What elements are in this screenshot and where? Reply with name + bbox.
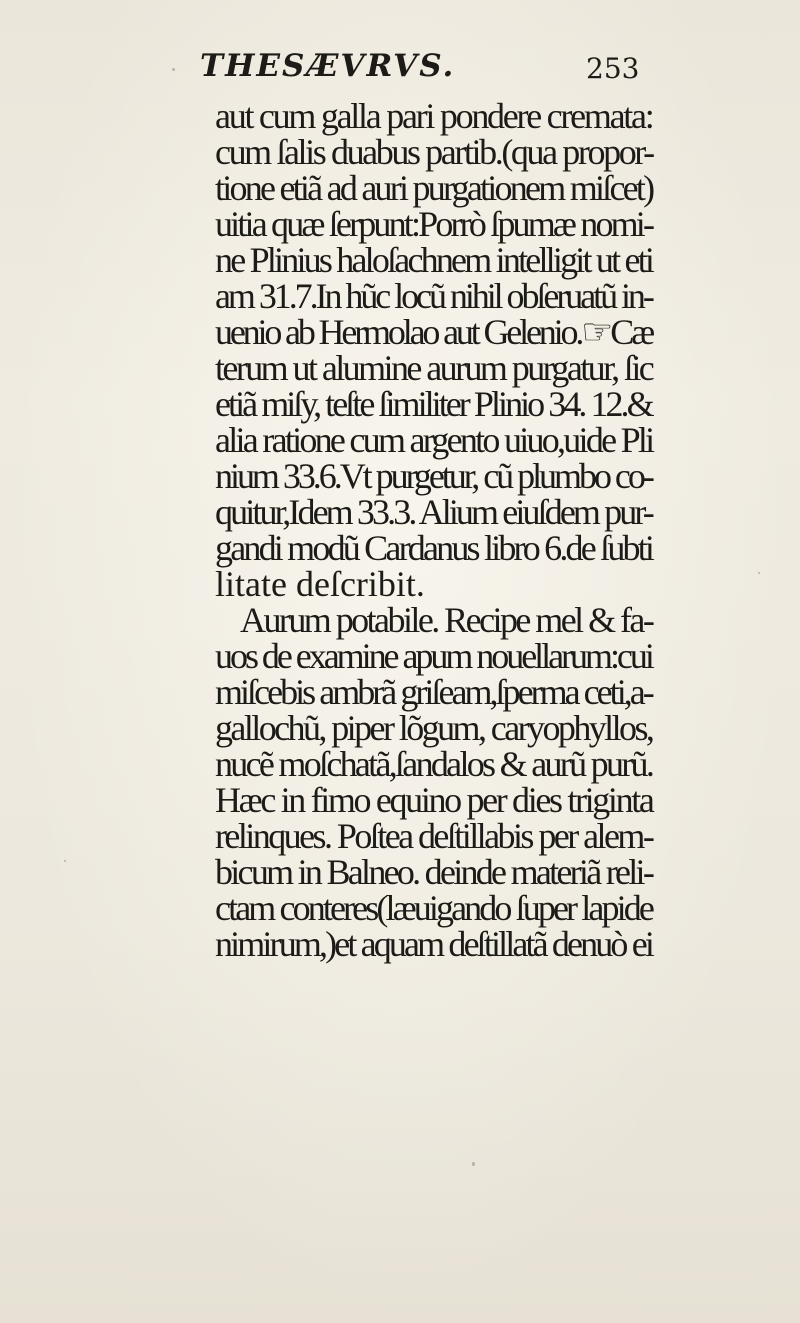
paper-speck xyxy=(64,860,66,862)
text-line: bicum in Balneo. deinde materiã reli- xyxy=(215,852,653,892)
text-line: nimirum,)et aquam deſtillatã denuò ei xyxy=(215,924,652,964)
text-line: nium 33.6.Vt purgetur, cũ plumbo co- xyxy=(215,456,652,496)
paper-speck xyxy=(472,1162,475,1166)
body-text xyxy=(215,98,655,962)
text-line: alia ratione cum argento uiuo,uide Pli xyxy=(215,420,653,460)
text-line: gallochũ, piper lõgum, caryophyllos, xyxy=(215,708,653,748)
text-line: relinques. Poſtea deſtillabis per alem- xyxy=(215,816,653,856)
text-line: uitia quæ ſerpunt:Porrò ſpumæ nomi- xyxy=(215,204,653,244)
page-header xyxy=(200,48,640,92)
paper-speck xyxy=(758,572,760,574)
paper-speck xyxy=(172,68,175,71)
text-line: cum ſalis duabus partib.(qua propor- xyxy=(215,132,653,172)
text-line: quitur,Idem 33.3. Alium eiuſdem pur- xyxy=(215,492,652,532)
text-line: aut cum galla pari pondere cremata: xyxy=(215,96,653,136)
text-line: terum ut alumine aurum purgatur, ſic xyxy=(215,348,653,388)
running-title: THESÆVRVS. xyxy=(200,48,456,84)
text-line: tione etiã ad auri purgationem miſcet) xyxy=(215,168,653,208)
text-line: etiã miſy, teſte ſimiliter Plinio 34. 12.& xyxy=(215,384,652,424)
text-line: gandi modũ Cardanus libro 6.de ſubti xyxy=(215,528,653,568)
text-line: litate deſcribit. xyxy=(215,564,425,604)
text-line: uenio ab Hermolao aut Gelenio.☞Cæ xyxy=(215,312,652,352)
text-line: Hæc in fimo equino per dies triginta xyxy=(215,780,653,820)
text-line: miſcebis ambrã griſeam,ſperma ceti,a- xyxy=(215,672,652,712)
text-line: am 31.7.In hũc locũ nihil obſeruatũ in- xyxy=(215,276,652,316)
page-number: 253 xyxy=(586,52,640,85)
text-line: nucẽ moſchatã,ſandalos & aurũ purũ. xyxy=(215,744,653,784)
text-line: uos de examine apum nouellarum:cui xyxy=(215,636,652,676)
text-line: ne Plinius haloſachnem intelligit ut eti xyxy=(215,240,653,280)
paragraph-start-line: Aurum potabile. Recipe mel & fa- xyxy=(240,600,653,640)
text-line: ctam conteres(læuigando ſuper lapide xyxy=(215,888,652,928)
